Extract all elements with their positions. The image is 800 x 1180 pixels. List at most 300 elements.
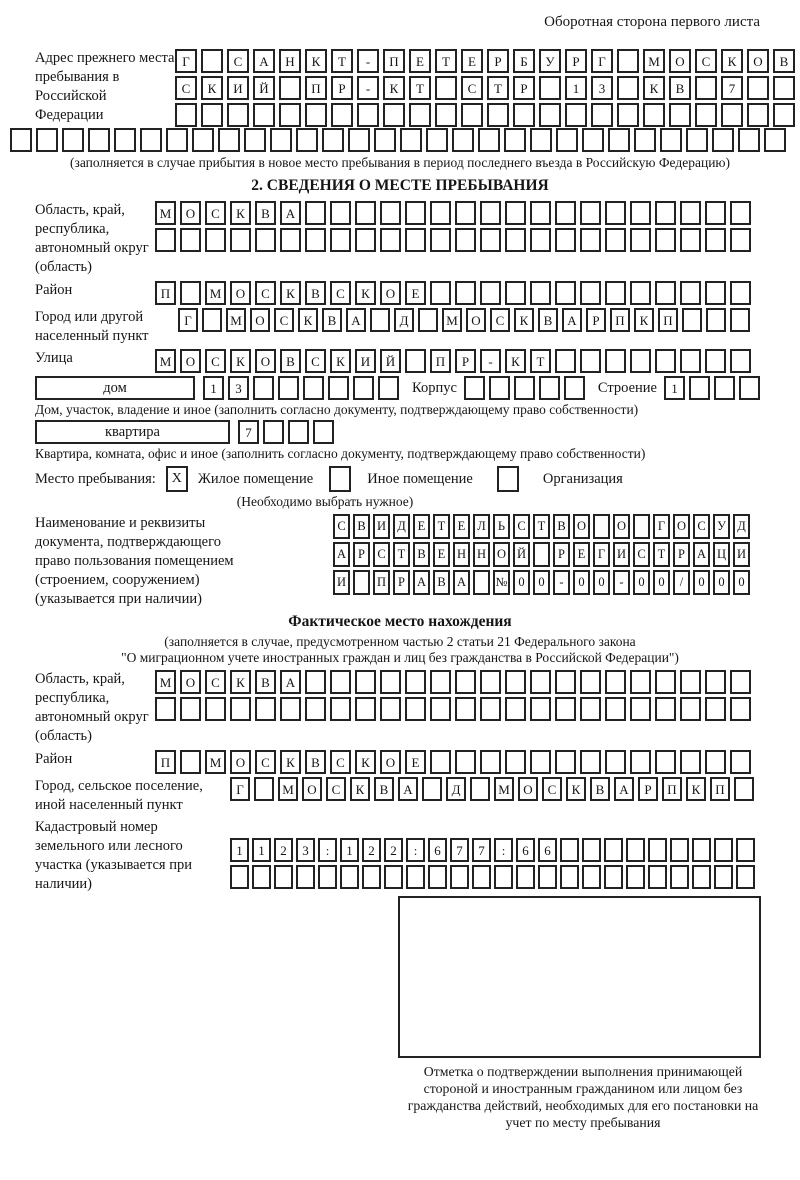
char-cell[interactable] (405, 349, 426, 373)
char-cell[interactable]: Т (653, 542, 670, 567)
char-cell[interactable]: Т (409, 76, 431, 100)
char-cell[interactable]: Н (453, 542, 470, 567)
char-cell[interactable]: 0 (573, 570, 590, 595)
char-cell[interactable] (730, 670, 751, 694)
char-cell[interactable]: Й (380, 349, 401, 373)
char-cell[interactable]: 0 (513, 570, 530, 595)
char-cell[interactable] (470, 777, 490, 801)
char-cell[interactable] (374, 128, 396, 152)
char-cell[interactable]: В (374, 777, 394, 801)
char-cell[interactable] (730, 281, 751, 305)
char-cell[interactable]: 7 (238, 420, 259, 444)
char-cell[interactable]: И (227, 76, 249, 100)
char-cell[interactable]: М (278, 777, 298, 801)
char-cell[interactable] (278, 376, 299, 400)
char-cell[interactable] (714, 376, 735, 400)
char-cell[interactable]: М (155, 349, 176, 373)
char-cell[interactable] (580, 750, 601, 774)
char-cell[interactable] (406, 865, 425, 889)
char-cell[interactable] (633, 514, 650, 539)
char-cell[interactable] (505, 228, 526, 252)
char-cell[interactable] (705, 228, 726, 252)
char-cell[interactable] (608, 128, 630, 152)
char-cell[interactable] (555, 228, 576, 252)
char-cell[interactable]: Д (446, 777, 466, 801)
char-cell[interactable]: К (505, 349, 526, 373)
char-cell[interactable]: - (357, 49, 379, 73)
char-cell[interactable] (461, 103, 483, 127)
char-cell[interactable] (680, 750, 701, 774)
char-cell[interactable]: О (673, 514, 690, 539)
char-cell[interactable] (530, 281, 551, 305)
char-cell[interactable] (303, 376, 324, 400)
char-cell[interactable]: Е (461, 49, 483, 73)
char-cell[interactable]: С (633, 542, 650, 567)
char-cell[interactable]: П (373, 570, 390, 595)
char-cell[interactable] (140, 128, 162, 152)
char-cell[interactable]: Р (393, 570, 410, 595)
char-cell[interactable]: О (180, 670, 201, 694)
char-cell[interactable] (330, 697, 351, 721)
char-cell[interactable]: 6 (516, 838, 535, 862)
char-cell[interactable] (435, 103, 457, 127)
char-cell[interactable] (734, 777, 754, 801)
char-cell[interactable]: 7 (450, 838, 469, 862)
char-cell[interactable]: 1 (230, 838, 249, 862)
char-cell[interactable] (680, 349, 701, 373)
char-cell[interactable] (605, 697, 626, 721)
char-cell[interactable]: 0 (653, 570, 670, 595)
char-cell[interactable]: О (669, 49, 691, 73)
char-cell[interactable] (227, 103, 249, 127)
char-cell[interactable] (555, 201, 576, 225)
char-cell[interactable] (430, 670, 451, 694)
char-cell[interactable]: С (205, 201, 226, 225)
char-cell[interactable] (330, 228, 351, 252)
char-cell[interactable]: С (330, 281, 351, 305)
char-cell[interactable] (405, 201, 426, 225)
char-cell[interactable]: Д (393, 514, 410, 539)
char-cell[interactable] (405, 697, 426, 721)
char-cell[interactable] (582, 128, 604, 152)
char-cell[interactable] (730, 308, 750, 332)
char-cell[interactable] (305, 103, 327, 127)
char-cell[interactable] (655, 750, 676, 774)
char-cell[interactable] (218, 128, 240, 152)
char-cell[interactable]: У (539, 49, 561, 73)
char-cell[interactable] (450, 865, 469, 889)
char-cell[interactable] (655, 697, 676, 721)
char-cell[interactable] (10, 128, 32, 152)
char-cell[interactable] (305, 228, 326, 252)
char-cell[interactable]: К (280, 281, 301, 305)
char-cell[interactable] (305, 670, 326, 694)
char-cell[interactable] (274, 865, 293, 889)
char-cell[interactable] (736, 865, 755, 889)
char-cell[interactable] (418, 308, 438, 332)
char-cell[interactable] (580, 670, 601, 694)
char-cell[interactable]: Т (433, 514, 450, 539)
char-cell[interactable] (378, 376, 399, 400)
char-cell[interactable]: С (227, 49, 249, 73)
char-cell[interactable] (180, 697, 201, 721)
char-cell[interactable] (430, 750, 451, 774)
char-cell[interactable] (494, 865, 513, 889)
char-cell[interactable]: Т (530, 349, 551, 373)
char-cell[interactable] (773, 103, 795, 127)
organization-checkbox[interactable] (497, 466, 519, 492)
char-cell[interactable] (617, 76, 639, 100)
residential-checkbox[interactable]: X (166, 466, 188, 492)
char-cell[interactable] (714, 838, 733, 862)
char-cell[interactable]: 2 (384, 838, 403, 862)
char-cell[interactable]: Т (533, 514, 550, 539)
char-cell[interactable]: Й (513, 542, 530, 567)
char-cell[interactable]: И (733, 542, 750, 567)
char-cell[interactable] (560, 838, 579, 862)
char-cell[interactable] (605, 201, 626, 225)
char-cell[interactable]: С (513, 514, 530, 539)
char-cell[interactable]: С (695, 49, 717, 73)
char-cell[interactable]: К (230, 670, 251, 694)
char-cell[interactable] (478, 128, 500, 152)
char-cell[interactable] (296, 865, 315, 889)
char-cell[interactable] (605, 750, 626, 774)
char-cell[interactable] (565, 103, 587, 127)
char-cell[interactable] (288, 420, 309, 444)
char-cell[interactable]: А (398, 777, 418, 801)
char-cell[interactable] (305, 201, 326, 225)
char-cell[interactable] (580, 697, 601, 721)
char-cell[interactable]: С (693, 514, 710, 539)
char-cell[interactable] (513, 103, 535, 127)
char-cell[interactable] (430, 201, 451, 225)
char-cell[interactable]: : (318, 838, 337, 862)
char-cell[interactable]: В (773, 49, 795, 73)
char-cell[interactable]: Р (513, 76, 535, 100)
char-cell[interactable] (630, 349, 651, 373)
char-cell[interactable] (564, 376, 585, 400)
char-cell[interactable]: О (613, 514, 630, 539)
char-cell[interactable] (626, 865, 645, 889)
char-cell[interactable] (244, 128, 266, 152)
char-cell[interactable]: А (614, 777, 634, 801)
char-cell[interactable] (380, 201, 401, 225)
char-cell[interactable] (155, 697, 176, 721)
char-cell[interactable]: М (205, 750, 226, 774)
char-cell[interactable]: 1 (565, 76, 587, 100)
char-cell[interactable]: Р (353, 542, 370, 567)
char-cell[interactable] (705, 281, 726, 305)
char-cell[interactable] (504, 128, 526, 152)
char-cell[interactable]: 1 (203, 376, 224, 400)
char-cell[interactable]: : (494, 838, 513, 862)
char-cell[interactable]: С (461, 76, 483, 100)
char-cell[interactable] (480, 697, 501, 721)
char-cell[interactable]: Д (394, 308, 414, 332)
char-cell[interactable] (353, 376, 374, 400)
char-cell[interactable]: П (155, 281, 176, 305)
char-cell[interactable] (560, 865, 579, 889)
char-cell[interactable] (253, 103, 275, 127)
char-cell[interactable] (430, 228, 451, 252)
char-cell[interactable]: А (562, 308, 582, 332)
char-cell[interactable] (330, 670, 351, 694)
char-cell[interactable] (516, 865, 535, 889)
char-cell[interactable] (322, 128, 344, 152)
char-cell[interactable] (201, 49, 223, 73)
char-cell[interactable] (695, 76, 717, 100)
char-cell[interactable] (617, 49, 639, 73)
char-cell[interactable]: О (493, 542, 510, 567)
char-cell[interactable] (480, 228, 501, 252)
char-cell[interactable] (630, 281, 651, 305)
char-cell[interactable]: К (686, 777, 706, 801)
char-cell[interactable] (263, 420, 284, 444)
char-cell[interactable]: В (553, 514, 570, 539)
char-cell[interactable] (340, 865, 359, 889)
char-cell[interactable] (279, 103, 301, 127)
char-cell[interactable]: 0 (533, 570, 550, 595)
other-premises-checkbox[interactable] (329, 466, 351, 492)
char-cell[interactable] (669, 103, 691, 127)
char-cell[interactable] (353, 570, 370, 595)
char-cell[interactable]: К (721, 49, 743, 73)
char-cell[interactable] (604, 838, 623, 862)
char-cell[interactable]: В (590, 777, 610, 801)
char-cell[interactable] (480, 750, 501, 774)
char-cell[interactable]: К (383, 76, 405, 100)
char-cell[interactable]: 1 (252, 838, 271, 862)
char-cell[interactable] (617, 103, 639, 127)
char-cell[interactable]: О (230, 281, 251, 305)
char-cell[interactable]: О (180, 201, 201, 225)
char-cell[interactable]: К (514, 308, 534, 332)
char-cell[interactable]: : (406, 838, 425, 862)
char-cell[interactable] (533, 542, 550, 567)
char-cell[interactable] (593, 514, 610, 539)
char-cell[interactable]: Е (573, 542, 590, 567)
char-cell[interactable] (660, 128, 682, 152)
char-cell[interactable]: С (326, 777, 346, 801)
char-cell[interactable] (430, 697, 451, 721)
char-cell[interactable] (630, 228, 651, 252)
char-cell[interactable] (555, 281, 576, 305)
char-cell[interactable]: / (673, 570, 690, 595)
char-cell[interactable]: П (662, 777, 682, 801)
char-cell[interactable] (36, 128, 58, 152)
char-cell[interactable] (166, 128, 188, 152)
char-cell[interactable] (487, 103, 509, 127)
char-cell[interactable] (634, 128, 656, 152)
char-cell[interactable]: С (542, 777, 562, 801)
char-cell[interactable]: 7 (472, 838, 491, 862)
char-cell[interactable]: 3 (296, 838, 315, 862)
char-cell[interactable]: С (205, 349, 226, 373)
char-cell[interactable]: С (255, 750, 276, 774)
char-cell[interactable]: 6 (428, 838, 447, 862)
char-cell[interactable] (205, 697, 226, 721)
char-cell[interactable] (680, 228, 701, 252)
char-cell[interactable] (435, 76, 457, 100)
char-cell[interactable]: А (413, 570, 430, 595)
char-cell[interactable] (580, 281, 601, 305)
char-cell[interactable] (280, 697, 301, 721)
char-cell[interactable] (253, 376, 274, 400)
char-cell[interactable] (530, 670, 551, 694)
char-cell[interactable] (452, 128, 474, 152)
char-cell[interactable] (580, 349, 601, 373)
char-cell[interactable]: И (373, 514, 390, 539)
char-cell[interactable] (88, 128, 110, 152)
char-cell[interactable]: В (280, 349, 301, 373)
char-cell[interactable] (555, 697, 576, 721)
char-cell[interactable]: Г (230, 777, 250, 801)
char-cell[interactable]: С (330, 750, 351, 774)
char-cell[interactable]: М (155, 670, 176, 694)
char-cell[interactable]: П (383, 49, 405, 73)
char-cell[interactable]: В (433, 570, 450, 595)
char-cell[interactable]: К (230, 201, 251, 225)
char-cell[interactable] (455, 750, 476, 774)
char-cell[interactable]: Р (331, 76, 353, 100)
char-cell[interactable] (422, 777, 442, 801)
char-cell[interactable]: Д (733, 514, 750, 539)
char-cell[interactable] (348, 128, 370, 152)
char-cell[interactable] (689, 376, 710, 400)
char-cell[interactable] (62, 128, 84, 152)
char-cell[interactable] (409, 103, 431, 127)
char-cell[interactable]: К (355, 281, 376, 305)
char-cell[interactable]: В (669, 76, 691, 100)
char-cell[interactable]: С (205, 670, 226, 694)
char-cell[interactable] (705, 697, 726, 721)
char-cell[interactable] (705, 201, 726, 225)
char-cell[interactable] (405, 228, 426, 252)
char-cell[interactable] (630, 697, 651, 721)
char-cell[interactable]: Е (405, 281, 426, 305)
char-cell[interactable]: - (613, 570, 630, 595)
char-cell[interactable] (721, 103, 743, 127)
char-cell[interactable] (530, 697, 551, 721)
char-cell[interactable]: К (298, 308, 318, 332)
char-cell[interactable]: О (380, 281, 401, 305)
char-cell[interactable] (605, 281, 626, 305)
char-cell[interactable] (630, 750, 651, 774)
char-cell[interactable] (538, 865, 557, 889)
char-cell[interactable] (505, 201, 526, 225)
char-cell[interactable]: Н (473, 542, 490, 567)
char-cell[interactable] (279, 76, 301, 100)
char-cell[interactable] (655, 201, 676, 225)
char-cell[interactable] (480, 201, 501, 225)
char-cell[interactable]: Е (433, 542, 450, 567)
char-cell[interactable] (692, 865, 711, 889)
char-cell[interactable]: С (255, 281, 276, 305)
char-cell[interactable] (254, 777, 274, 801)
char-cell[interactable]: 2 (362, 838, 381, 862)
char-cell[interactable]: К (643, 76, 665, 100)
char-cell[interactable] (230, 228, 251, 252)
char-cell[interactable] (730, 697, 751, 721)
char-cell[interactable] (555, 349, 576, 373)
char-cell[interactable]: В (322, 308, 342, 332)
char-cell[interactable]: № (493, 570, 510, 595)
char-cell[interactable]: М (205, 281, 226, 305)
char-cell[interactable] (383, 103, 405, 127)
char-cell[interactable]: М (442, 308, 462, 332)
char-cell[interactable] (539, 76, 561, 100)
char-cell[interactable]: 6 (538, 838, 557, 862)
char-cell[interactable]: У (713, 514, 730, 539)
char-cell[interactable]: 3 (591, 76, 613, 100)
char-cell[interactable]: М (226, 308, 246, 332)
char-cell[interactable] (682, 308, 702, 332)
char-cell[interactable] (328, 376, 349, 400)
char-cell[interactable] (706, 308, 726, 332)
char-cell[interactable]: Т (393, 542, 410, 567)
char-cell[interactable] (556, 128, 578, 152)
char-cell[interactable]: Р (455, 349, 476, 373)
char-cell[interactable]: Р (673, 542, 690, 567)
char-cell[interactable] (738, 128, 760, 152)
char-cell[interactable] (648, 838, 667, 862)
char-cell[interactable]: Е (453, 514, 470, 539)
char-cell[interactable] (670, 838, 689, 862)
char-cell[interactable] (530, 228, 551, 252)
char-cell[interactable] (643, 103, 665, 127)
char-cell[interactable]: Р (586, 308, 606, 332)
char-cell[interactable] (514, 376, 535, 400)
char-cell[interactable] (180, 228, 201, 252)
char-cell[interactable]: В (305, 281, 326, 305)
char-cell[interactable]: 0 (593, 570, 610, 595)
char-cell[interactable] (505, 281, 526, 305)
char-cell[interactable] (180, 750, 201, 774)
char-cell[interactable]: О (466, 308, 486, 332)
char-cell[interactable]: О (180, 349, 201, 373)
char-cell[interactable] (270, 128, 292, 152)
char-cell[interactable]: Г (593, 542, 610, 567)
char-cell[interactable]: Г (653, 514, 670, 539)
char-cell[interactable]: Н (279, 49, 301, 73)
char-cell[interactable] (655, 228, 676, 252)
char-cell[interactable] (714, 865, 733, 889)
char-cell[interactable] (480, 281, 501, 305)
char-cell[interactable]: С (305, 349, 326, 373)
char-cell[interactable] (252, 865, 271, 889)
char-cell[interactable] (764, 128, 786, 152)
char-cell[interactable] (630, 201, 651, 225)
char-cell[interactable] (330, 201, 351, 225)
char-cell[interactable]: К (634, 308, 654, 332)
char-cell[interactable]: П (430, 349, 451, 373)
char-cell[interactable]: А (333, 542, 350, 567)
char-cell[interactable] (530, 750, 551, 774)
char-cell[interactable]: П (710, 777, 730, 801)
char-cell[interactable] (605, 349, 626, 373)
char-cell[interactable] (582, 838, 601, 862)
char-cell[interactable]: 7 (721, 76, 743, 100)
char-cell[interactable] (255, 228, 276, 252)
char-cell[interactable] (604, 865, 623, 889)
char-cell[interactable]: П (305, 76, 327, 100)
char-cell[interactable] (455, 201, 476, 225)
char-cell[interactable]: П (155, 750, 176, 774)
char-cell[interactable] (472, 865, 491, 889)
char-cell[interactable] (680, 670, 701, 694)
char-cell[interactable] (489, 376, 510, 400)
